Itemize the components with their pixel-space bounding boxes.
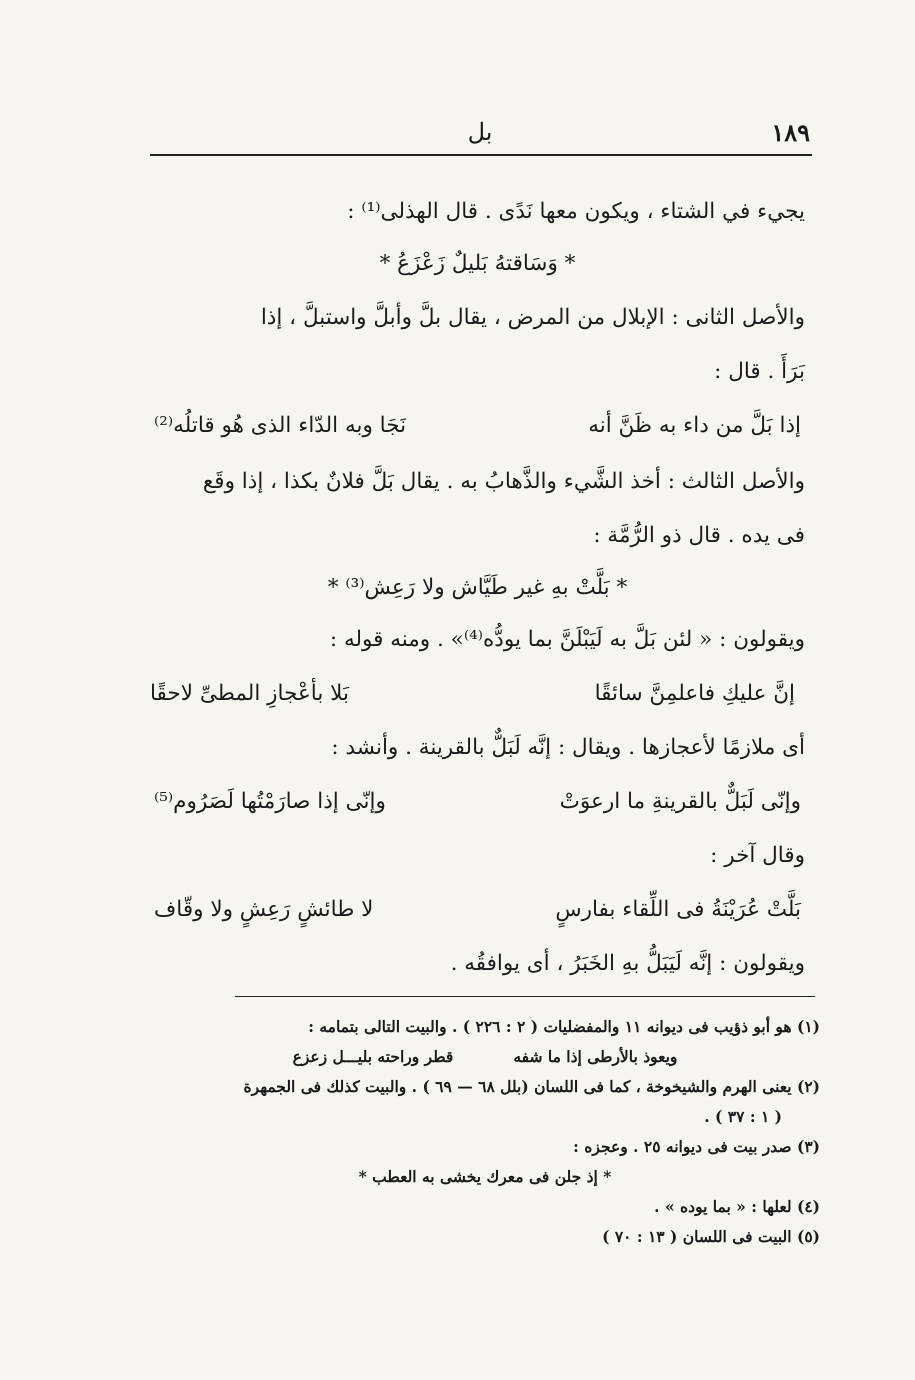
text-line: ويقولون : إنَّه لَيَبَلُّ بهِ الخَبَرُ ، أى يوافقُه . xyxy=(450,951,805,976)
verse-couplet xyxy=(150,774,805,830)
footnote-1: (١) هو أبو ذؤيب فى ديوانه ١١ والمفضليات ( ٢ : ٢٢٦ ) . والبيت التالى بتمامه : xyxy=(308,1017,820,1036)
verse-second-hemistich: نَجَا وبه الدّاء الذى هُو قاتلُه⁽²⁾ xyxy=(154,413,407,438)
footnote-2: (٢) يعنى الهرم والشيخوخة ، كما فى اللسان (بلل ٦٨ — ٦٩ ) . والبيت كذلك فى الجمهرة xyxy=(243,1077,820,1096)
verse-couplet xyxy=(150,882,805,938)
footnote-1-verse xyxy=(150,1042,820,1072)
footnote-verse-first: ويعوذ بالأرطى إذا ما شفه xyxy=(513,1047,678,1066)
footnote-3-verse: * إذ جلن فى معرك يخشى به العطب * xyxy=(358,1167,612,1186)
main-text xyxy=(150,186,805,990)
verse-first-hemistich: إنَّ عليكِ فاعلمِنَّ سائقًا xyxy=(594,681,795,706)
footnote-2-cont: ( ١ : ٣٧ ) . xyxy=(704,1107,782,1126)
verse-first-hemistich: إذا بَلَّ من داء به ظَنَّ أنه xyxy=(588,413,801,438)
verse-first-hemistich: بَلَّتْ عُرَيْنَةُ فى اللِّقاء بفارسٍ xyxy=(555,897,801,922)
verse-second-hemistich: وإنّى إذا صارَمْتُها لَصَرُوم⁽⁵⁾ xyxy=(154,789,386,814)
footnote-rule xyxy=(235,996,815,997)
text-line: يجيء في الشتاء ، ويكون معها نَدًى . قال الهذلى⁽¹⁾ : xyxy=(347,199,805,224)
text-line: والأصل الثالث : أخذ الشَّيء والذَّهابُ به . يقال بَلَّ فلانٌ بكذا ، إذا وقَع xyxy=(202,469,805,494)
text-line: فى يده . قال ذو الرُّمَّة : xyxy=(593,523,805,548)
verse-couplet xyxy=(150,666,805,722)
footnote-verse-second: قطر وراحته بليـــل زعزع xyxy=(292,1047,454,1066)
verse-line: * بَلَّتْ بهِ غير طَيَّاش ولا رَعِش⁽³⁾ * xyxy=(327,575,628,600)
text-line: بَرَأَ . قال : xyxy=(714,359,805,384)
footnote-5: (٥) البيت فى اللسان ( ١٣ : ٧٠ ) xyxy=(602,1227,820,1246)
page-number: ١٨٩ xyxy=(771,118,810,147)
verse-second-hemistich: بَلا بأعْجازِ المطىِّ لاحقًا xyxy=(150,681,349,706)
page-header xyxy=(150,112,810,152)
verse-first-hemistich: وإنّى لَبَلٌّ بالقرينةِ ما ارعوَتْ xyxy=(559,789,801,814)
verse-line: * وَسَاقتهُ بَليلٌ زَعْزَعُ * xyxy=(379,251,576,276)
text-line: أى ملازمًا لأعجازها . ويقال : إنَّه لَبَلٌّ بالقرينة . وأنشد : xyxy=(331,735,805,760)
text-line: وقال آخر : xyxy=(710,843,805,868)
footnote-3: (٣) صدر بيت فى ديوانه ٢٥ . وعجزه : xyxy=(573,1137,820,1156)
verse-couplet xyxy=(150,398,805,454)
footnotes xyxy=(150,1012,820,1252)
text-line: ويقولون : « لئن بَلَّ به لَيَبْلَنَّ بما يودُّه⁽⁴⁾» . ومنه قوله : xyxy=(329,627,805,652)
text-line: والأصل الثانى : الإبلال من المرض ، يقال بلَّ وأبلَّ واستبلَّ ، إذا xyxy=(260,305,805,330)
running-title: بل xyxy=(467,118,493,146)
footnote-4: (٤) لعلها : « بما يوده » . xyxy=(654,1197,820,1216)
header-rule xyxy=(150,154,812,156)
verse-second-hemistich: لا طائشٍ رَعِشٍ ولا وقّاف xyxy=(154,897,374,922)
